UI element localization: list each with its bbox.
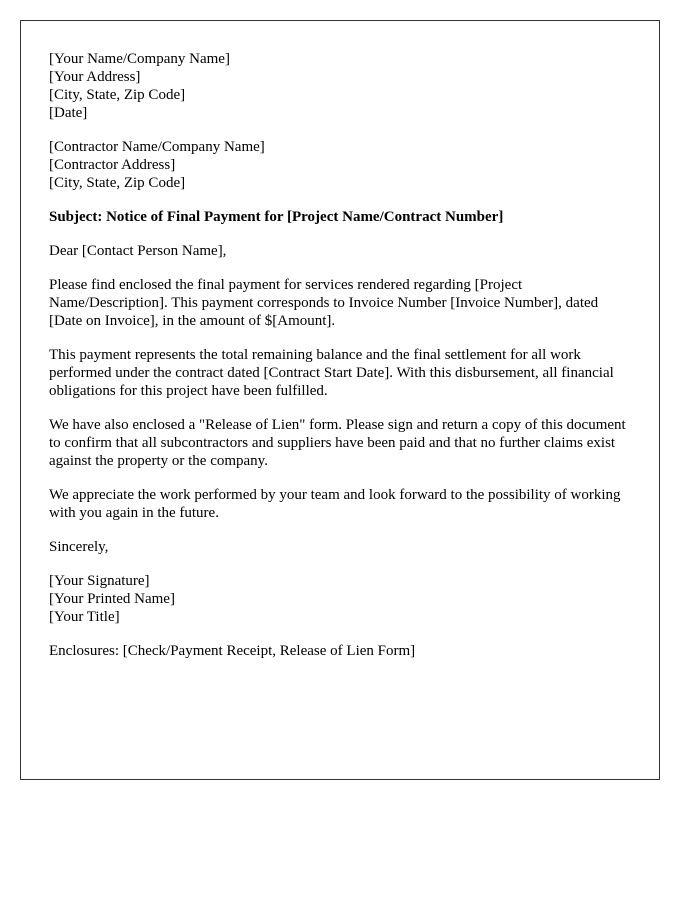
salutation: Dear [Contact Person Name], — [49, 243, 227, 259]
printed-name: [Your Printed Name] — [49, 591, 175, 607]
recipient-address: [Contractor Address] — [49, 157, 176, 173]
sender-name: [Your Name/Company Name] — [49, 51, 230, 67]
body-paragraph-final-settlement: This payment represents the total remaining balance and the final settlement for all work performed under the contract dated [Contract Start Date]. With this disbursement, all financial obligations for this project have been fulfilled. — [49, 347, 614, 399]
signature-block — [49, 572, 631, 626]
signer-title: [Your Title] — [49, 609, 120, 625]
letter-date: [Date] — [49, 105, 88, 121]
recipient-address-block — [49, 138, 631, 192]
letter-page — [20, 20, 660, 780]
body-paragraph-release-of-lien: We have also enclosed a "Release of Lien" form. Please sign and return a copy of this document to confirm that all subcontractors and suppliers have been paid and that no further claims exist against the property or the company. — [49, 417, 626, 469]
recipient-city-state-zip: [City, State, Zip Code] — [49, 175, 186, 191]
recipient-name: [Contractor Name/Company Name] — [49, 139, 265, 155]
enclosures-line: Enclosures: [Check/Payment Receipt, Release of Lien Form] — [49, 643, 416, 659]
sender-address-block — [49, 50, 631, 122]
signature: [Your Signature] — [49, 573, 150, 589]
sender-address: [Your Address] — [49, 69, 141, 85]
closing: Sincerely, — [49, 539, 109, 555]
body-paragraph-appreciation: We appreciate the work performed by your team and look forward to the possibility of working with you again in the future. — [49, 487, 621, 521]
body-paragraph-payment-details: Please find enclosed the final payment for services rendered regarding [Project Name/Description]. This payment corresponds to Invoice Number [Invoice Number], dated [Date on Invoice], in the amount of $[Amount]. — [49, 277, 599, 329]
sender-city-state-zip: [City, State, Zip Code] — [49, 87, 186, 103]
subject-line: Subject: Notice of Final Payment for [Project Name/Contract Number] — [49, 209, 504, 225]
